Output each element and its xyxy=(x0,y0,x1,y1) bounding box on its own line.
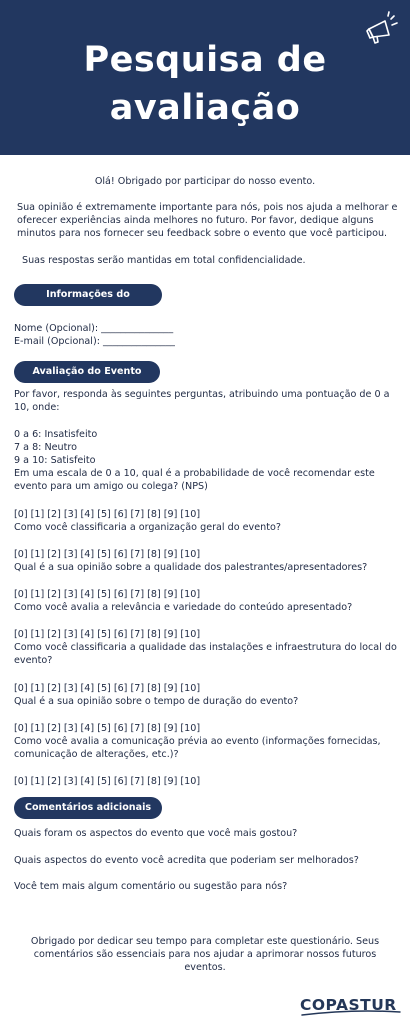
section-participant-info: Informações do Participante xyxy=(14,284,162,306)
comment-question-other: Você tem mais algum comentário ou sugestão para nós? xyxy=(14,881,288,892)
rating-scale-nps[interactable]: [0] [1] [2] [3] [4] [5] [6] [7] [8] [9] [10] xyxy=(14,509,201,520)
copastur-logo xyxy=(300,996,404,1018)
rating-scale-communication[interactable]: [0] [1] [2] [3] [4] [5] [6] [7] [8] [9] [10] xyxy=(14,776,201,787)
question-duration: Qual é a sua opinião sobre o tempo de duração do evento? xyxy=(14,696,299,707)
header-banner xyxy=(0,0,410,155)
evaluation-instructions: Por favor, responda às seguintes perguntas, atribuindo uma pontuação de 0 a 10, onde: xyxy=(14,389,390,413)
question-content: Como você avalia a relevância e variedade do conteúdo apresentado? xyxy=(14,602,353,613)
page-title-line1: Pesquisa de xyxy=(83,40,327,80)
question-speakers: Qual é a sua opinião sobre a qualidade dos palestrantes/apresentadores? xyxy=(14,562,368,573)
email-field[interactable]: E-mail (Opcional): _______________ xyxy=(14,336,175,347)
rating-scale-facilities[interactable]: [0] [1] [2] [3] [4] [5] [6] [7] [8] [9] [10] xyxy=(14,683,201,694)
rating-scale-organization[interactable]: [0] [1] [2] [3] [4] [5] [6] [7] [8] [9] [10] xyxy=(14,549,201,560)
logo-swoosh-icon xyxy=(300,1009,404,1017)
question-facilities: Como você classificaria a qualidade das instalações e infraestrutura do local do evento? xyxy=(14,642,397,666)
logo-text: COPASTUR xyxy=(300,996,397,1014)
page-title-line2: avaliação xyxy=(109,88,301,128)
section-event-evaluation: Avaliação do Evento xyxy=(14,361,160,383)
nps-question: Em uma escala de 0 a 10, qual é a probabilidade de você recomendar este evento para um amigo ou colega? (NPS) xyxy=(14,468,375,492)
question-communication: Como você avalia a comunicação prévia ao evento (informações fornecidas, comunicação de alterações, etc.)? xyxy=(14,736,381,760)
section-additional-comments: Comentários adicionais xyxy=(14,797,162,819)
intro-paragraph: Sua opinião é extremamente importante para nós, pois nos ajuda a melhorar e oferecer experiências ainda melhores no futuro. Por favor, dedique alguns minutos para nos fornecer seu feedback sobre o evento que você participou. xyxy=(17,202,398,239)
greeting-text: Olá! Obrigado por participar do nosso evento. xyxy=(94,176,316,187)
name-field[interactable]: Nome (Opcional): _______________ xyxy=(14,323,174,334)
page-title xyxy=(0,36,410,132)
comment-question-improve: Quais aspectos do evento você acredita que poderiam ser melhorados? xyxy=(14,855,359,866)
scale-legend-item: 0 a 6: Insatisfeito xyxy=(14,429,98,440)
question-organization: Como você classificaria a organização geral do evento? xyxy=(14,522,281,533)
megaphone-icon xyxy=(360,8,400,48)
closing-message: Obrigado por dedicar seu tempo para completar este questionário. Seus comentários são essenciais para nos ajudar a aprimorar nossos futuros eventos. xyxy=(30,936,380,973)
scale-legend-item: 7 a 8: Neutro xyxy=(14,442,77,453)
scale-legend-item: 9 a 10: Satisfeito xyxy=(14,455,96,466)
rating-scale-content[interactable]: [0] [1] [2] [3] [4] [5] [6] [7] [8] [9] [10] xyxy=(14,629,201,640)
comment-question-liked: Quais foram os aspectos do evento que você mais gostou? xyxy=(14,828,298,839)
confidential-text: Suas respostas serão mantidas em total confidencialidade. xyxy=(22,255,306,266)
rating-scale-duration[interactable]: [0] [1] [2] [3] [4] [5] [6] [7] [8] [9] [10] xyxy=(14,723,201,734)
rating-scale-speakers[interactable]: [0] [1] [2] [3] [4] [5] [6] [7] [8] [9] [10] xyxy=(14,589,201,600)
